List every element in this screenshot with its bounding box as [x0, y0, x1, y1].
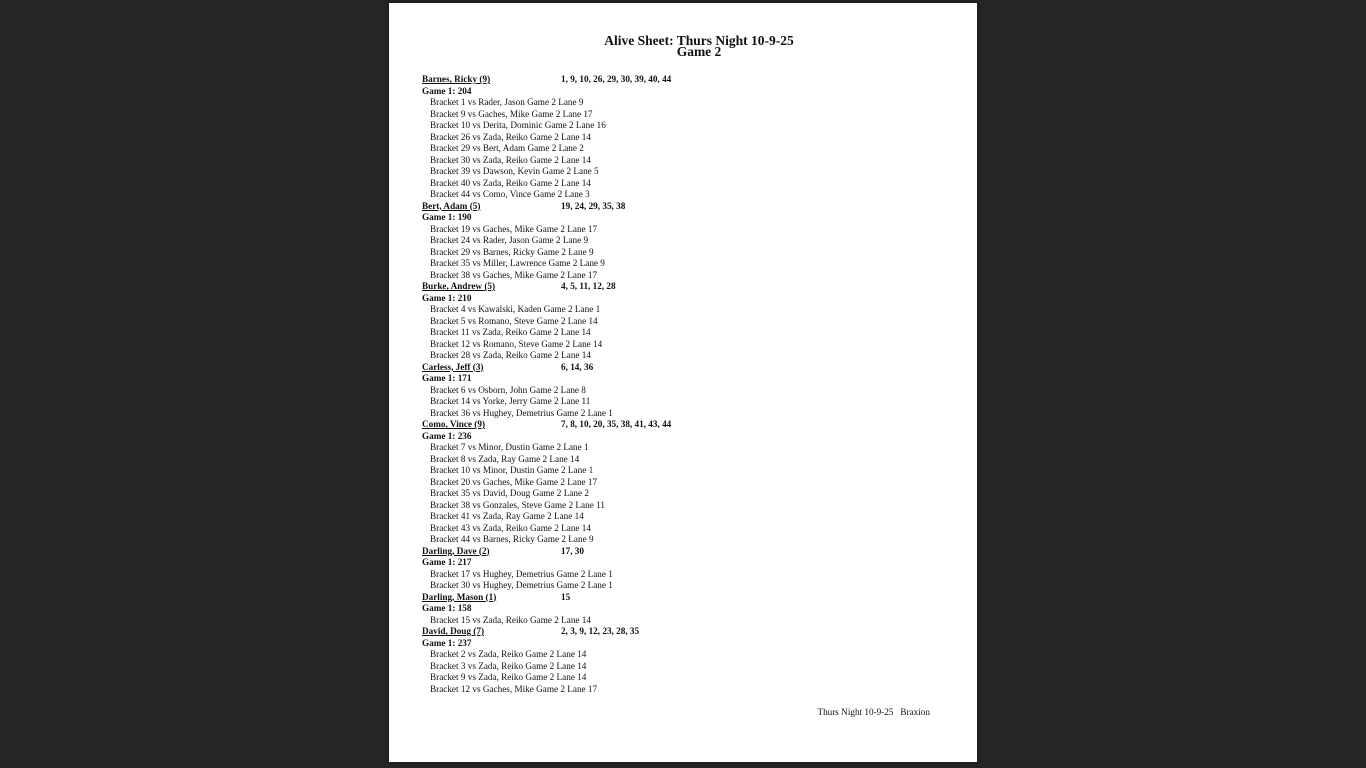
bracket-matchup: Bracket 6 vs Osborn, John Game 2 Lane 8: [430, 384, 586, 395]
bracket-numbers: 15: [561, 591, 571, 602]
entries-list: [422, 74, 942, 695]
bracket-numbers: 2, 3, 9, 12, 23, 28, 35: [561, 626, 640, 636]
bowler-header: [422, 419, 942, 431]
bowler-name: Bert, Adam (5): [422, 200, 481, 211]
game1-score: Game 1: 158: [422, 603, 472, 613]
bowler-name: Burke, Andrew (5): [422, 281, 496, 291]
bracket-matchup: Bracket 15 vs Zada, Reiko Game 2 Lane 14: [430, 614, 591, 625]
bowler-header: [422, 626, 942, 638]
bowler-header: [422, 362, 942, 374]
bracket-matchup: Bracket 29 vs Bert, Adam Game 2 Lane 2: [430, 143, 584, 153]
bracket-matchup: Bracket 40 vs Zada, Reiko Game 2 Lane 14: [430, 177, 591, 188]
bracket-matchup: Bracket 44 vs Como, Vince Game 2 Lane 3: [430, 189, 590, 199]
bracket-matchup: Bracket 35 vs Miller, Lawrence Game 2 Lane 9: [430, 258, 605, 268]
bracket-matchup: Bracket 11 vs Zada, Reiko Game 2 Lane 14: [430, 327, 591, 337]
bracket-matchup: Bracket 43 vs Zada, Reiko Game 2 Lane 14: [430, 522, 591, 533]
bracket-numbers: 7, 8, 10, 20, 35, 38, 41, 43, 44: [561, 419, 672, 429]
bowler-header: [422, 74, 942, 86]
bowler-name: Darling, Mason (1): [422, 591, 497, 602]
bracket-numbers: 4, 5, 11, 12, 28: [561, 281, 616, 291]
bracket-matchup: Bracket 12 vs Romano, Steve Game 2 Lane 14: [430, 338, 603, 349]
bracket-matchup: Bracket 39 vs Dawson, Kevin Game 2 Lane 5: [430, 166, 599, 176]
bowler-name: Darling, Dave (2): [422, 545, 490, 556]
game1-score: Game 1: 204: [422, 85, 472, 96]
game1-score: Game 1: 171: [422, 373, 472, 383]
bracket-matchup: Bracket 10 vs Minor, Dustin Game 2 Lane 1: [430, 465, 594, 475]
bracket-matchup: Bracket 35 vs David, Doug Game 2 Lane 2: [430, 488, 589, 498]
document-page: [389, 3, 977, 762]
bracket-matchup: Bracket 9 vs Zada, Reiko Game 2 Lane 14: [430, 672, 587, 682]
bracket-matchup: Bracket 8 vs Zada, Ray Game 2 Lane 14: [430, 453, 580, 464]
bracket-matchup: Bracket 38 vs Gaches, Mike Game 2 Lane 17: [430, 269, 598, 280]
bracket-matchup: Bracket 12 vs Gaches, Mike Game 2 Lane 17: [430, 683, 598, 694]
bracket-matchup: Bracket 5 vs Romano, Steve Game 2 Lane 14: [430, 315, 598, 326]
bracket-matchup: Bracket 17 vs Hughey, Demetrius Game 2 Lane 1: [430, 568, 613, 579]
bracket-numbers: 6, 14, 36: [561, 361, 594, 372]
bowler-name: Como, Vince (9): [422, 419, 486, 429]
bracket-matchup: Bracket 10 vs Derita, Dominic Game 2 Lane 16: [430, 120, 606, 130]
game1-score: Game 1: 190: [422, 212, 472, 222]
bowler-name: David, Doug (7): [422, 626, 485, 636]
bracket-matchup: Bracket 1 vs Rader, Jason Game 2 Lane 9: [430, 97, 584, 107]
bracket-matchup: Bracket 28 vs Zada, Reiko Game 2 Lane 14: [430, 350, 591, 360]
bracket-numbers: 17, 30: [561, 545, 584, 556]
bracket-matchup: Bracket 4 vs Kawalski, Kaden Game 2 Lane 1: [430, 304, 601, 314]
bowler-name: Barnes, Ricky (9): [422, 74, 491, 84]
bracket-matchup: Bracket 19 vs Gaches, Mike Game 2 Lane 17: [430, 223, 598, 234]
game1-score: Game 1: 210: [422, 292, 472, 303]
bracket-matchup: Bracket 7 vs Minor, Dustin Game 2 Lane 1: [430, 442, 589, 452]
title-line-1: Alive Sheet: Thurs Night 10-9-25: [604, 33, 794, 48]
bracket-matchup: Bracket 36 vs Hughey, Demetrius Game 2 Lane 1: [430, 407, 613, 418]
bracket-matchup: Bracket 30 vs Zada, Reiko Game 2 Lane 14: [430, 154, 591, 165]
bowler-header: [422, 546, 942, 558]
bracket-numbers: 1, 9, 10, 26, 29, 30, 39, 40, 44: [561, 74, 672, 84]
bowler-header: [422, 281, 942, 293]
bowler-header: [422, 592, 942, 604]
bracket-matchup: Bracket 2 vs Zada, Reiko Game 2 Lane 14: [430, 649, 587, 659]
bracket-matchup: Bracket 41 vs Zada, Ray Game 2 Lane 14: [430, 511, 584, 521]
document-title: [389, 35, 1009, 57]
bracket-matchup: Bracket 29 vs Barnes, Ricky Game 2 Lane 9: [430, 246, 594, 257]
bracket-matchup: Bracket 24 vs Rader, Jason Game 2 Lane 9: [430, 235, 589, 245]
page-footer: Thurs Night 10-9-25 Braxion: [817, 707, 930, 717]
bracket-matchup: Bracket 30 vs Hughey, Demetrius Game 2 Lane 1: [430, 580, 613, 590]
bowler-header: [422, 201, 942, 213]
bracket-numbers: 19, 24, 29, 35, 38: [561, 200, 626, 211]
game1-score: Game 1: 217: [422, 557, 472, 567]
bracket-matchup: Bracket 14 vs Yorke, Jerry Game 2 Lane 11: [430, 396, 591, 406]
title-line-2: Game 2: [676, 44, 722, 59]
game1-score: Game 1: 236: [422, 430, 472, 441]
bracket-matchup: Bracket 26 vs Zada, Reiko Game 2 Lane 14: [430, 131, 591, 142]
bracket-matchup: Bracket 44 vs Barnes, Ricky Game 2 Lane 9: [430, 534, 594, 544]
bowler-name: Carless, Jeff (3): [422, 361, 484, 372]
bracket-matchup: Bracket 38 vs Gonzales, Steve Game 2 Lane 11: [430, 499, 605, 510]
bracket-matchup: Bracket 9 vs Gaches, Mike Game 2 Lane 17: [430, 108, 593, 119]
bracket-matchup: Bracket 20 vs Gaches, Mike Game 2 Lane 17: [430, 476, 598, 487]
bracket-matchup: Bracket 3 vs Zada, Reiko Game 2 Lane 14: [430, 660, 587, 671]
game1-score: Game 1: 237: [422, 637, 472, 648]
